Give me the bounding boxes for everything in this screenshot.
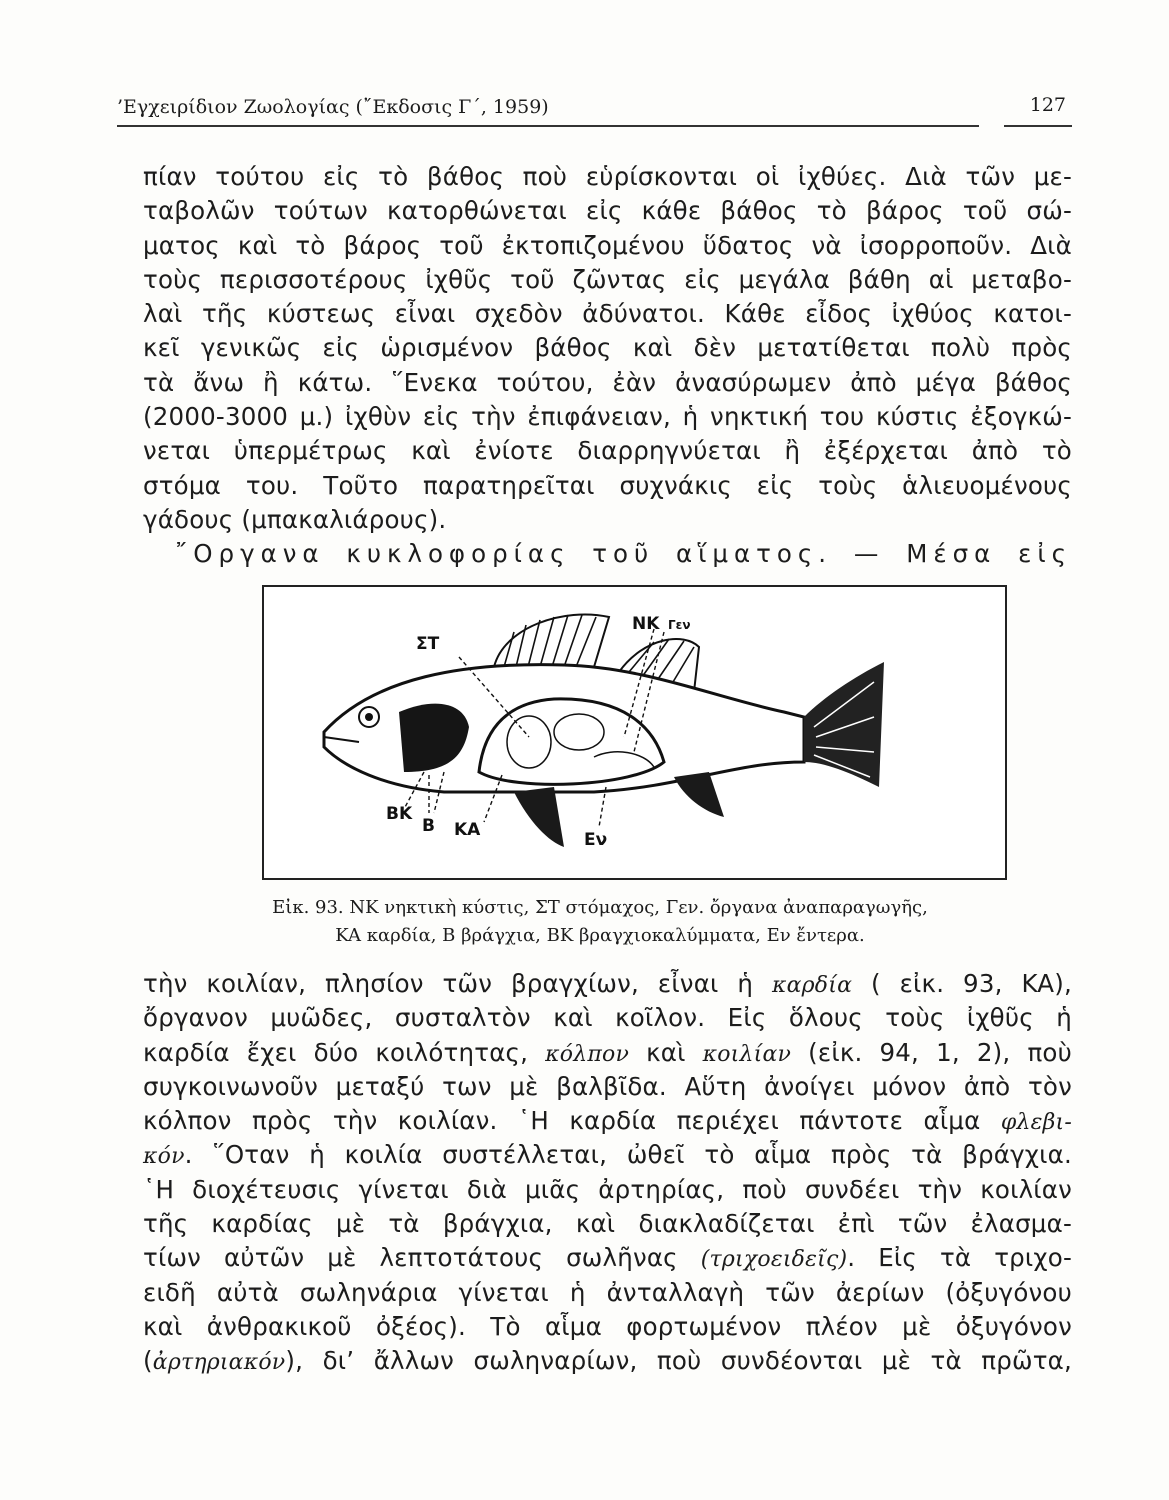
text-line: [143, 967, 1072, 1001]
text-line: [143, 1241, 1072, 1275]
text-segment: (εἰκ. 94, 1, 2), ποὺ: [791, 1037, 1072, 1067]
text-segment: . Εἰς τὰ τριχο-: [847, 1243, 1073, 1273]
text-line: [143, 1036, 1072, 1070]
text-segment: πίαν τούτου εἰς τὸ βάθος ποὺ εὑρίσκονται οἱ ἰχθύες. Διὰ τῶν με-: [143, 162, 1072, 191]
figure-fish-anatomy: [262, 585, 1007, 880]
label-ka: KA: [454, 820, 481, 840]
text-segment: κεῖ γενικῶς εἰς ὡρισμένον βάθος καὶ δὲν μετατίθεται πολὺ πρὸς: [143, 333, 1072, 363]
text-segment: (2000-3000 μ.) ἰχθὺν εἰς τὴν ἐπιφάνειαν, ἡ νηκτική του κύστις ἐξογκώ-: [143, 402, 1072, 432]
text-line: [143, 229, 1072, 263]
text-line: [143, 263, 1072, 297]
text-line: [143, 537, 1072, 571]
text-segment: τὴν κοιλίαν, πλησίον τῶν βραγχίων, εἶναι ἡ: [143, 969, 772, 998]
figure-caption-line-1: Εἰκ. 93. NK νηκτικὴ κύστις, ΣΤ στόμαχος, Γεν. ὄργανα ἀναπαραγωγῆς,: [272, 897, 928, 918]
italic-term: ἀρτηριακόν: [152, 1350, 286, 1376]
text-line: [143, 400, 1072, 434]
text-segment: τῆς καρδίας μὲ τὰ βράγχια, καὶ διακλαδίζεται ἐπὶ τῶν ἐλασμα-: [143, 1209, 1072, 1239]
text-segment: ειδῆ αὐτὰ σωληνάρια γίνεται ἡ ἀνταλλαγὴ τῶν ἀερίων (ὀξυγόνου: [143, 1277, 1072, 1307]
text-segment: (: [143, 1346, 153, 1376]
text-segment: καὶ: [629, 1037, 703, 1067]
italic-term: (τριχοειδεῖς): [700, 1247, 848, 1273]
text-segment: ῾Η διοχέτευσις γίνεται διὰ μιᾶς ἀρτηρίας, ποὺ συνδέει τὴν κοιλίαν: [143, 1174, 1072, 1204]
italic-term: κοιλίαν: [702, 1041, 792, 1067]
text-line: [143, 503, 1072, 537]
italic-term: κόν: [143, 1144, 185, 1170]
text-segment: τίων αὐτῶν μὲ λεπτοτάτους σωλῆνας: [143, 1243, 701, 1273]
label-en: Eν: [584, 830, 608, 850]
text-line: [143, 1001, 1072, 1035]
text-line: [143, 1207, 1072, 1241]
text-segment: ταβολῶν τούτων κατορθώνεται εἰς κάθε βάθος τὸ βάρος τοῦ σώ-: [143, 196, 1072, 226]
running-header: [117, 92, 1072, 126]
body-text-top: [143, 160, 1072, 572]
text-segment: καρδία ἔχει δύο κοιλότητας,: [143, 1037, 546, 1067]
label-nk: NK: [632, 614, 660, 634]
text-segment: συγκοινωνοῦν μεταξύ των μὲ βαλβῖδα. Αὕτη ἀνοίγει μόνον ἀπὸ τὸν: [143, 1071, 1072, 1101]
text-line: [143, 331, 1072, 365]
figure-caption-line-2: KA καρδία, B βράγχια, BK βραγχιοκαλύμματα, Eν ἔντερα.: [335, 925, 865, 946]
text-line: [143, 1276, 1072, 1310]
text-line: [143, 194, 1072, 228]
text-line: [143, 1344, 1072, 1378]
text-segment: ματος καὶ τὸ βάρος τοῦ ἐκτοπιζομένου ὕδατος νὰ ἰσορροποῦν. Διὰ: [143, 230, 1072, 260]
text-segment: ὄργανον μυῶδες, συσταλτὸν καὶ κοῖλον. Εἰς ὅλους τοὺς ἰχθῦς ἡ: [143, 1003, 1072, 1033]
text-segment: . ῞Οταν ἡ κοιλία συστέλλεται, ὠθεῖ τὸ αἷμα πρὸς τὰ βράγχια.: [184, 1140, 1072, 1170]
text-line: [143, 1138, 1072, 1172]
header-rule-short: [1004, 125, 1072, 127]
body-text-bottom: [143, 967, 1072, 1379]
text-segment: ῎Οργανα κυκλοφορίας τοῦ αἵματος. — Μέσα εἰς: [175, 539, 1072, 569]
text-line: [143, 1310, 1072, 1344]
label-bk: BK: [386, 804, 413, 824]
text-segment: καὶ ἀνθρακικοῦ ὀξέος). Τὸ αἷμα φορτωμένον πλέον μὲ ὀξυγόνον: [143, 1311, 1072, 1341]
text-line: [143, 469, 1072, 503]
text-segment: τὰ ἄνω ἢ κάτω. ῞Ενεκα τούτου, ἐὰν ἀνασύρωμεν ἀπὸ μέγα βάθος: [143, 367, 1072, 397]
text-line: [143, 160, 1072, 194]
text-segment: νεται ὑπερμέτρως καὶ ἐνίοτε διαρρηγνύεται ἢ ἐξέρχεται ἀπὸ τὸ: [143, 436, 1072, 466]
text-segment: ), δι’ ἄλλων σωληναρίων, ποὺ συνδέονται μὲ τὰ πρῶτα,: [285, 1346, 1072, 1376]
text-line: [143, 366, 1072, 400]
text-segment: τοὺς περισσοτέρους ἰχθῦς τοῦ ζῶντας εἰς μεγάλα βάθη αἱ μεταβο-: [143, 264, 1072, 294]
text-line: [143, 1173, 1072, 1207]
text-segment: ( εἰκ. 93, KA),: [852, 969, 1072, 998]
text-line: [143, 434, 1072, 468]
label-gen: Γεν: [668, 618, 691, 632]
label-st: ΣΤ: [416, 634, 440, 654]
header-rule: [117, 125, 979, 127]
text-segment: γάδους (μπακαλιάρους).: [143, 504, 447, 534]
text-line: [143, 297, 1072, 331]
text-segment: στόμα του. Τοῦτο παρατηρεῖται συχνάκις εἰς τοὺς ἁλιευομένους: [143, 470, 1072, 500]
text-line: [143, 1070, 1072, 1104]
text-line: [143, 1104, 1072, 1138]
italic-term: κόλπον: [545, 1041, 630, 1067]
text-segment: κόλπον πρὸς τὴν κοιλίαν. ῾Η καρδία περιέχει πάντοτε αἷμα: [143, 1106, 1001, 1136]
page-number: 127: [1029, 94, 1066, 116]
text-segment: λαὶ τῆς κύστεως εἶναι σχεδὸν ἀδύνατοι. Κάθε εἶδος ἰχθύος κατοι-: [143, 299, 1072, 329]
fish-illustration: [264, 587, 1005, 878]
header-title: ’Εγχειρίδιον Ζωολογίας (῎Εκδοσις Γ΄, 1959): [117, 96, 549, 118]
label-b: B: [422, 816, 435, 836]
italic-term: καρδία: [771, 973, 853, 998]
italic-term: φλεβι-: [1000, 1110, 1072, 1136]
